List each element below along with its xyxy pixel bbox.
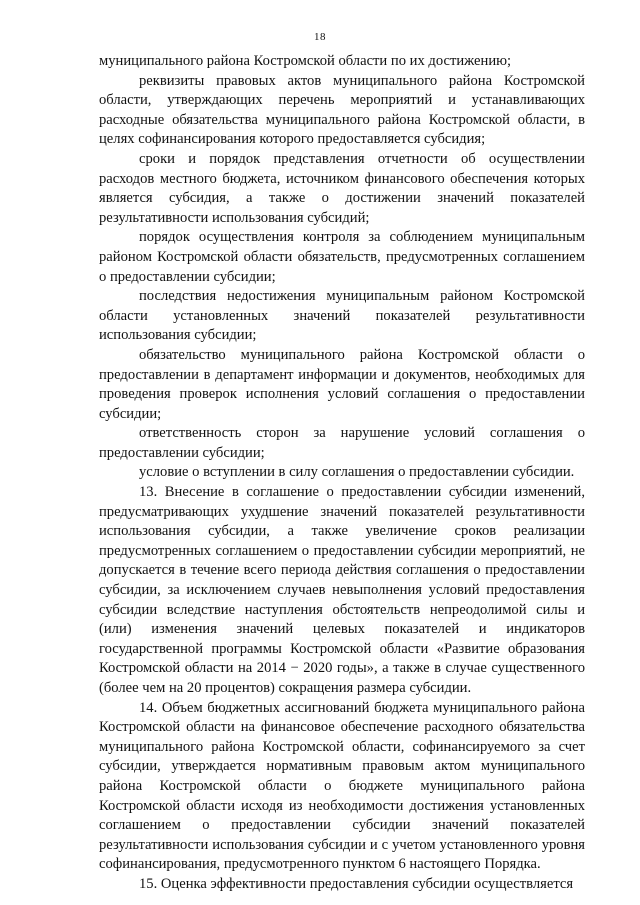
- paragraph: условие о вступлении в силу соглашения о предоставлении субсидии.: [139, 464, 575, 481]
- paragraph: порядок осуществления контроля за соблюдением муниципальным районом Костромской области обязательств, предусмотренных соглашением о предоставлении субсидии;: [99, 229, 585, 285]
- document-body: [99, 52, 585, 895]
- paragraph: ответственность сторон за нарушение условий соглашения о предоставлении субсидии;: [99, 425, 585, 461]
- paragraph: сроки и порядок представления отчетности об осуществлении расходов местного бюджета, источником финансового обеспечения которых является субсидия, а также о достижении значений показателей результативности использования субсидий;: [99, 150, 585, 226]
- page-number: 18: [314, 31, 326, 43]
- paragraph: реквизиты правовых актов муниципального района Костромской области, утверждающих перечень мероприятий и устанавливающих расходные обязательства муниципального района Костромской области, в целях софинансирования которого предоставляется субсидия;: [99, 72, 585, 148]
- paragraph-item-14: 14. Объем бюджетных ассигнований бюджета муниципального района Костромской области на финансовое обеспечение расходного обязательства муниципального района Костромской области, софинансируемого за счет субсидии, утверждается нормативным правовым актом муниципального района Костромской области о бюджете муниципального района Костромской области исходя из необходимости достижения установленных соглашением о предоставлении субсидии значений показателей результативности использования субсидии и с учетом установленного уровня софинансирования, предусмотренного пунктом 6 настоящего Порядка.: [99, 699, 585, 873]
- paragraph: муниципального района Костромской области по их достижению;: [99, 53, 512, 69]
- paragraph-item-15: 15. Оценка эффективности предоставления субсидии осуществляется: [139, 875, 574, 892]
- paragraph-item-13: 13. Внесение в соглашение о предоставлении субсидии изменений, предусматривающих ухудшение значений показателей результативности использования субсидии, а также увеличение сроков реализации предусмотренных соглашением о предоставлении субсидии мероприятий, не допускается в течение всего периода действия соглашения о предоставлении субсидии, за исключением случаев невыполнения условий предоставления субсидии вследствие наступления обстоятельств непреодолимой силы и (или) изменения значений целевых показателей и индикаторов государственной программы Костромской области «Развитие образования Костромской области на 2014 − 2020 годы», а также в случае существенного (более чем на 20 процентов) сокращения размера субсидии.: [99, 484, 585, 696]
- paragraph: последствия недостижения муниципальным районом Костромской области установленных значений показателей результативности использования субсидии;: [99, 288, 585, 344]
- paragraph: обязательство муниципального района Костромской области о предоставлении в департамент информации и документов, необходимых для проведения проверок исполнения условий соглашения о предоставлении субсидии;: [99, 346, 585, 422]
